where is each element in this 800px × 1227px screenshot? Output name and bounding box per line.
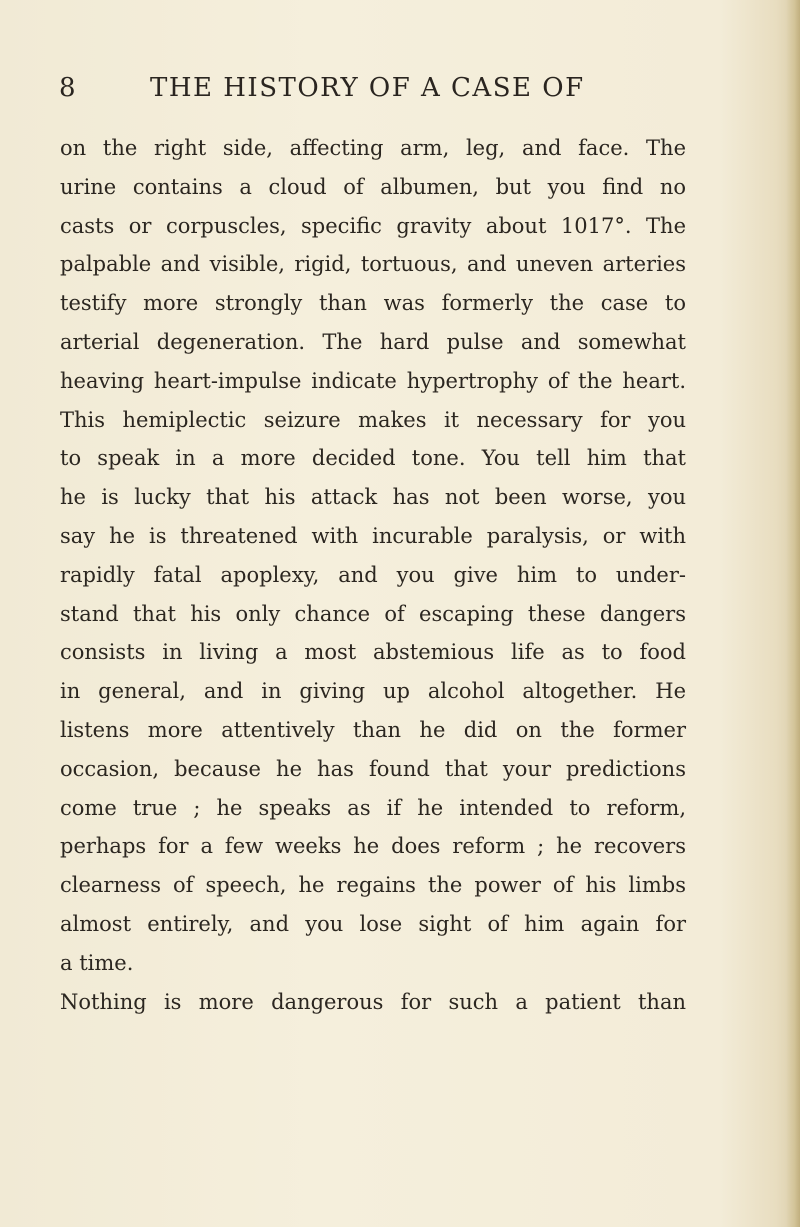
text-line-3: casts or corpuscles, specific gravity about 1017°. The [60, 213, 686, 238]
page-number: 8 [59, 73, 76, 103]
text-line-18: come true ; he speaks as if he intended to reform, [60, 795, 686, 820]
text-line-19: perhaps for a few weeks he does reform ; he recovers [60, 834, 686, 859]
running-head: THE HISTORY OF A CASE OF [150, 73, 585, 103]
text-line-5: testify more strongly than was formerly the case to [60, 291, 686, 316]
text-line-4: palpable and visible, rigid, tortuous, and uneven arteries [60, 252, 686, 277]
text-line-14: consists in living a most abstemious life as to food [60, 640, 686, 665]
text-line-23: Nothing is more dangerous for such a patient than [60, 989, 686, 1014]
page-edge-shadow [786, 0, 800, 1227]
text-line-12: rapidly fatal apoplexy, and you give him to under- [60, 562, 686, 587]
text-line-13: stand that his only chance of escaping these dangers [60, 601, 686, 626]
text-line-22: a time. [60, 950, 134, 975]
text-line-6: arterial degeneration. The hard pulse and somewhat [60, 329, 686, 354]
text-line-8: This hemiplectic seizure makes it necessary for you [60, 407, 686, 432]
text-line-11: say he is threatened with incurable paralysis, or with [60, 523, 686, 548]
text-line-7: heaving heart-impulse indicate hypertrophy of the heart. [60, 368, 686, 393]
text-line-9: to speak in a more decided tone. You tell him that [60, 446, 686, 471]
text-line-20: clearness of speech, he regains the power of his limbs [60, 873, 686, 898]
text-line-1: on the right side, affecting arm, leg, and face. The [60, 136, 686, 160]
text-line-17: occasion, because he has found that your predictions [60, 756, 686, 781]
text-line-2: urine contains a cloud of albumen, but you find no [60, 174, 686, 199]
text-line-16: listens more attentively than he did on the former [60, 717, 686, 742]
body-text [60, 129, 686, 1021]
text-line-21: almost entirely, and you lose sight of him again for [60, 911, 686, 936]
page-header [0, 72, 800, 108]
text-line-10: he is lucky that his attack has not been worse, you [60, 485, 686, 510]
text-line-15: in general, and in giving up alcohol altogether. He [60, 679, 686, 704]
